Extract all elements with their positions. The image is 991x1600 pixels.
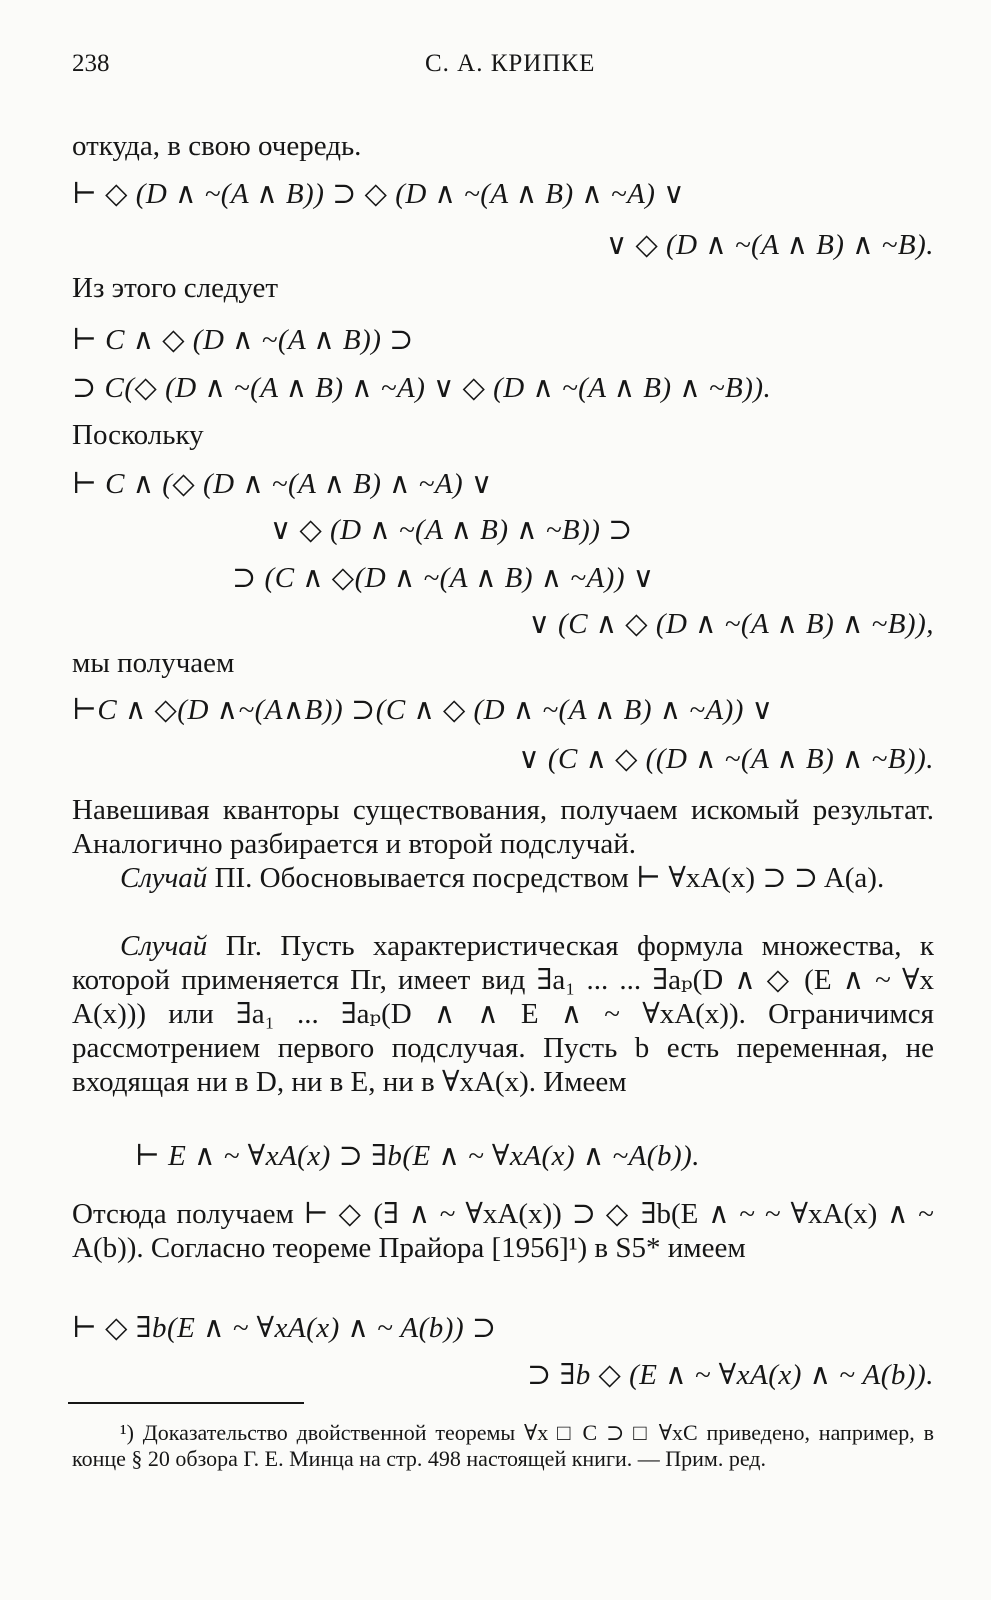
formula-line: ∨ ◇ (D ∧ ~(A ∧ B) ∧ ~B)) ⊃ [270, 514, 633, 546]
paragraph [72, 861, 934, 895]
formula-line: ∨ ◇ (D ∧ ~(A ∧ B) ∧ ~B). [605, 229, 934, 261]
formula-line: ⊢ ◇ ∃b(E ∧ ~ ∀xA(x) ∧ ~ A(b)) ⊃ [72, 1312, 497, 1344]
formula-line: ⊃ C(◇ (D ∧ ~(A ∧ B) ∧ ~A) ∨ ◇ (D ∧ ~(A ∧ B) ∧ ~B)). [72, 372, 772, 404]
case-label: Случай [120, 930, 208, 962]
text-line: откуда, в свою очередь. [72, 130, 362, 162]
paragraph: Отсюда получаем ⊢ ◇ (∃ ∧ ~ ∀xA(x)) ⊃ ◇ ∃b(E ∧ ~ ~ ∀xA(x) ∧ ~ A(b)). Согласно теореме Прайора [1956]¹) в S5* имеем [72, 1198, 934, 1264]
case-label: Случай [120, 862, 208, 894]
formula-line: ⊢C ∧ ◇(D ∧~(A∧B)) ⊃(C ∧ ◇ (D ∧ ~(A ∧ B) ∧ ~A)) ∨ [72, 694, 774, 726]
paragraph: Навешивая кванторы существования, получаем искомый результат. Аналогично разбирается и второй подслучай. [72, 794, 934, 860]
formula-line: ⊢ ◇ (D ∧ ~(A ∧ B)) ⊃ ◇ (D ∧ ~(A ∧ B) ∧ ~A) ∨ [72, 178, 685, 210]
footnote: ¹) Доказательство двойственной теоремы ∀x □ C ⊃ □ ∀xC приведено, например, в конце § 20 обзора Г. Е. Минца на стр. 498 настоящей книги. — Прим. ред. [72, 1420, 934, 1471]
text-line: Из этого следует [72, 272, 279, 304]
paragraph-text: Пr. Пусть характеристическая формула множества, к которой применяется Пr, имеет вид ∃a₁ ... ... ∃aₚ(D ∧ ◇ (E ∧ ~ ∀x A(x))) или ∃a₁ ... ∃aₚ(D ∧ ∧ E ∧ ~ ∀xA(x)). Ограничимся рассмотрением первого подслучая. Пусть b есть переменная, не входящая ни в D, ни в E, ни в ∀xA(x). Имеем [72, 930, 934, 1098]
formula-line: ∨ (C ∧ ◇ (D ∧ ~(A ∧ B) ∧ ~B)), [528, 608, 934, 640]
text-line: мы получаем [72, 647, 235, 679]
formula-line: ⊢ C ∧ ◇ (D ∧ ~(A ∧ B)) ⊃ [72, 324, 414, 356]
running-title: С. А. КРИПКЕ [425, 50, 596, 77]
formula-line: ⊃ ∃b ◇ (E ∧ ~ ∀xA(x) ∧ ~ A(b)). [527, 1359, 934, 1391]
paragraph [72, 929, 934, 1099]
formula-line: ⊃ (C ∧ ◇(D ∧ ~(A ∧ B) ∧ ~A)) ∨ [232, 562, 655, 594]
footnote-rule [68, 1402, 304, 1404]
formula-line: ⊢ C ∧ (◇ (D ∧ ~(A ∧ B) ∧ ~A) ∨ [72, 468, 493, 500]
text-line: Поскольку [72, 419, 204, 451]
paragraph-text: ПI. Обосновывается посредством ⊢ ∀xA(x) ⊃ ⊃ A(a). [207, 862, 885, 894]
formula-line: ⊢ E ∧ ~ ∀xA(x) ⊃ ∃b(E ∧ ~ ∀xA(x) ∧ ~A(b)). [135, 1140, 701, 1172]
formula-line: ∨ (C ∧ ◇ ((D ∧ ~(A ∧ B) ∧ ~B)). [518, 743, 934, 775]
page-number: 238 [72, 50, 110, 77]
